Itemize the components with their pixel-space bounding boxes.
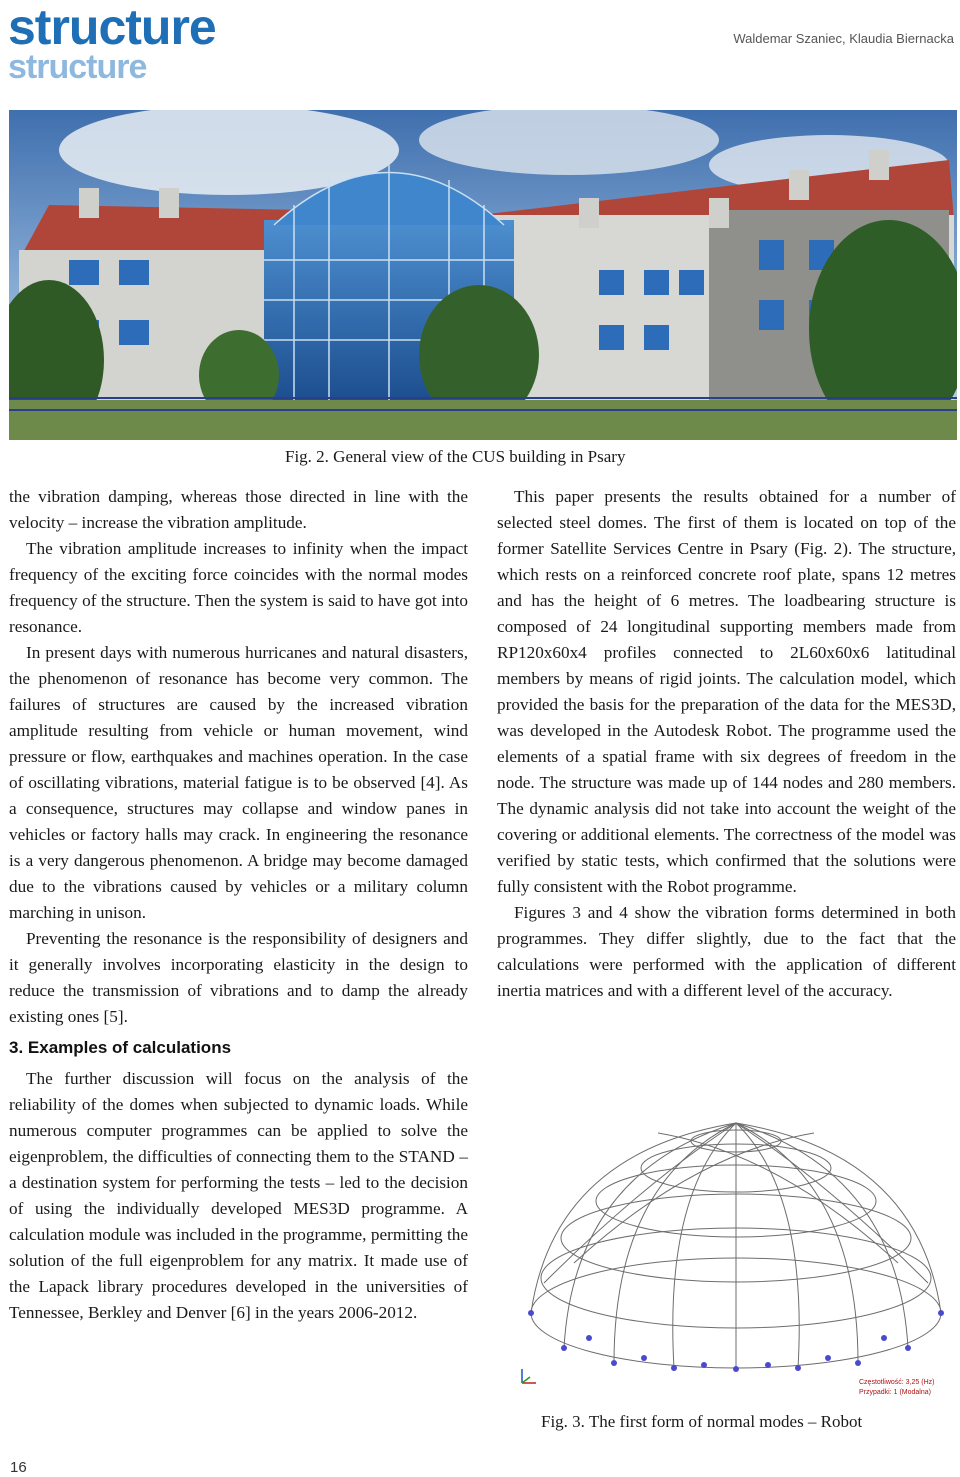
axis-indicator-icon (522, 1369, 536, 1383)
paragraph: In present days with numerous hurricanes and natural disasters, the phenomenon of resonance has become very common. The failures of structures are caused by the increased vibration amplitude resulting from vehicle or human movement, wind pressure or flow, earthquakes and machines operation. In the case of oscillating vibrations, material fatigue is to be observed [4]. As a consequence, structures may collapse and window panes in vehicles or factory halls may crack. In engineering the resonance is a very dangerous phenomenon. A bridge may become damaged due to the vibrations caused by vehicles or a military column marching in unison. (9, 643, 468, 922)
author-names: Waldemar Szaniec, Klaudia Biernacka (733, 31, 954, 46)
paragraph: The further discussion will focus on the analysis of the reliability of the domes when subjected to dynamic loads. While numerous computer programmes can be applied to solve the eigenproblem, the difficulties of connecting them to the STAND – a destination system for performing the tests – led to the decision of using the individually developed MES3D programme. A calculation module was included in the programme, permitting the solution of the full eigenproblem for any matrix. It made use of the Lapack library procedures developed in the universities of Tennessee, Berkley and Denver [6] in the years 2006-2012. (9, 1069, 468, 1322)
paragraph: Figures 3 and 4 show the vibration forms determined in both programmes. They differ slightly, due to the fact that the calculations were performed with the application of different inertia matrices and with a different level of the accuracy. (497, 903, 956, 1000)
paragraph: the vibration damping, whereas those directed in line with the velocity – increase the vibration amplitude. (9, 487, 468, 532)
paragraph: The vibration amplitude increases to infinity when the impact frequency of the exciting force coincides with the normal modes frequency of the structure. Then the system is said to have got into resonance. (9, 539, 468, 636)
fig2-caption: Fig. 2. General view of the CUS building in Psary (285, 447, 626, 466)
paragraph: Preventing the resonance is the responsibility of designers and it generally involves incorporating elasticity in the design to reduce the transmission of vibrations and to damp the already existing ones [5]. (9, 929, 468, 1026)
section-heading: 3. Examples of calculations (9, 1038, 232, 1057)
journal-logo: structure (8, 0, 216, 55)
page-number: 16 (10, 1459, 27, 1476)
building-photo (9, 110, 957, 440)
left-column (9, 484, 468, 1326)
case-label: Przypadki: 1 (Modalna) (859, 1389, 931, 1396)
fig3-caption: Fig. 3. The first form of normal modes – Robot (541, 1412, 863, 1431)
right-column (497, 484, 956, 1004)
journal-logo-shadow: structure (8, 48, 147, 86)
dome-wireframe-figure (514, 1113, 954, 1403)
paragraph: This paper presents the results obtained for a number of selected steel domes. The first of them is located on top of the former Satellite Services Centre in Psary (Fig. 2). The structure, which rests on a reinforced concrete roof plate, spans 12 metres and has the height of 6 metres. The loadbearing structure is composed of 24 longitudinal supporting members made from RP120x60x4 profiles connected to 2L60x60x6 latitudinal members by means of rigid joints. The calculation model, which provided the basis for the preparation of the data for the MES3D, was developed in the Autodesk Robot. The programme used the elements of a spatial frame with six degrees of freedom in the node. The structure was made up of 144 nodes and 280 members. The dynamic analysis did not take into account the weight of the covering or additional elements. The correctness of the model was verified by static tests, which confirmed that the solutions were fully consistent with the Robot programme. (497, 487, 956, 896)
frequency-label: Częstotliwość: 3,25 (Hz) (859, 1379, 935, 1386)
